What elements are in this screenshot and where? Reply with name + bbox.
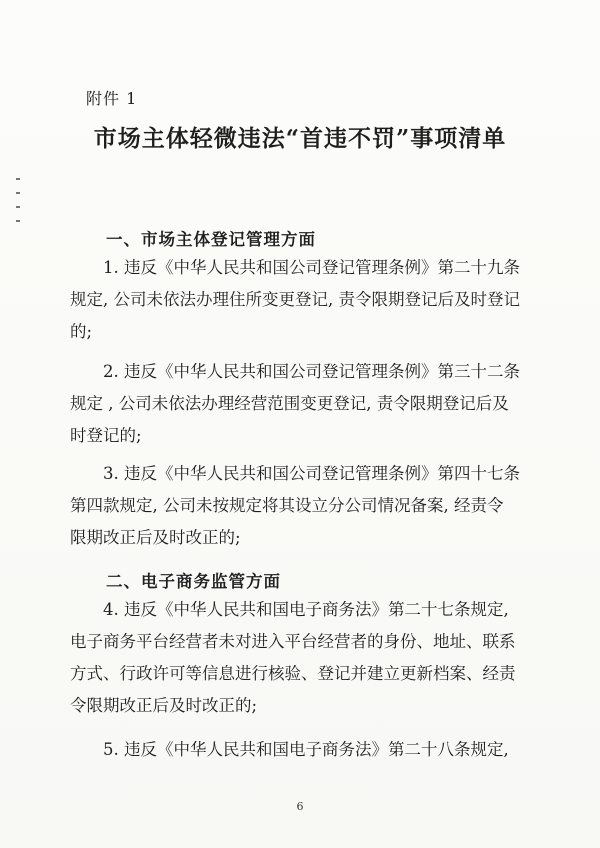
item-line: 5. 违反《中华人民共和国电子商务法》第二十八条规定, <box>103 740 509 759</box>
margin-binding-marks <box>16 178 22 238</box>
list-item <box>70 458 542 554</box>
item-line: 电子商务平台经营者未对进入平台经营者的身份、地址、联系 <box>70 632 516 651</box>
list-item <box>70 734 542 766</box>
item-line: 规定 , 公司未依法办理经营范围变更登记, 责令限期登记后及 <box>70 394 509 413</box>
item-line: 第四款规定, 公司未按规定将其设立分公司情况备案, 经责令 <box>70 496 504 515</box>
item-line: 令限期改正后及时改正的; <box>70 696 258 715</box>
item-line: 方式、行政许可等信息进行核验、登记并建立更新档案、经责 <box>70 664 516 683</box>
list-item <box>70 356 542 452</box>
item-line: 限期改正后及时改正的; <box>70 528 241 547</box>
document-title: 市场主体轻微违法“首违不罚”事项清单 <box>93 125 507 152</box>
item-line: 时登记的; <box>70 426 142 445</box>
item-line: 规定, 公司未依法办理住所变更登记, 责令限期登记后及时登记 <box>70 290 520 309</box>
item-line: 4. 违反《中华人民共和国电子商务法》第二十七条规定, <box>103 600 509 619</box>
list-item <box>70 252 542 348</box>
item-line: 2. 违反《中华人民共和国公司登记管理条例》第三十二条 <box>103 362 520 381</box>
item-line: 的; <box>70 322 93 341</box>
section-heading-ecommerce: 二、电子商务监管方面 <box>106 572 281 591</box>
item-line: 1. 违反《中华人民共和国公司登记管理条例》第二十九条 <box>103 258 520 277</box>
page-number: 6 <box>296 800 304 813</box>
item-line: 3. 违反《中华人民共和国公司登记管理条例》第四十七条 <box>103 464 520 483</box>
list-item <box>70 594 542 722</box>
attachment-label: 附件 1 <box>86 89 138 108</box>
section-heading-registration: 一、市场主体登记管理方面 <box>106 230 316 249</box>
